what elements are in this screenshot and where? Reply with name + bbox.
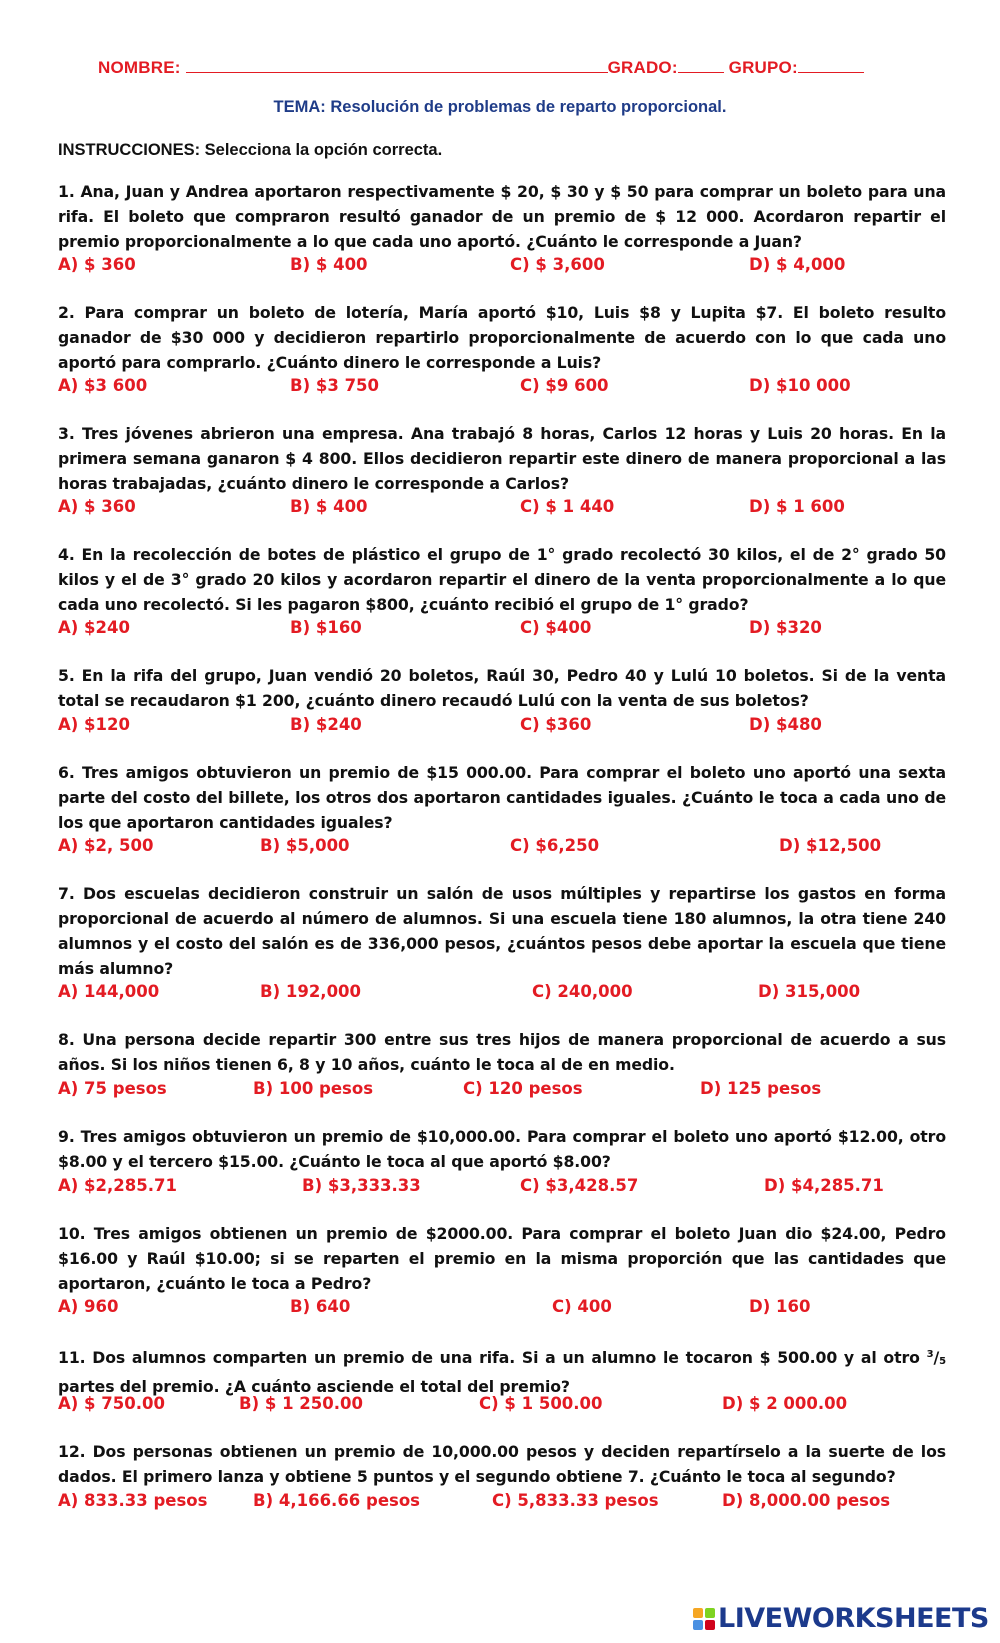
options-5 [58, 712, 958, 737]
option-a[interactable]: A) 833.33 pesos [58, 1491, 208, 1510]
question-9: 9. Tres amigos obtuvieron un premio de $10,000.00. Para comprar el boleto uno aportó $12.00, otro $8.00 y el tercero $15.00. ¿Cuánto le toca al que aportó $8.00? [58, 1127, 946, 1171]
grupo-label: GRUPO: [728, 58, 798, 77]
nombre-label: NOMBRE: [98, 58, 181, 77]
option-b[interactable]: B) $3 750 [290, 376, 380, 395]
options-2 [58, 373, 958, 398]
options-8 [58, 1076, 958, 1101]
option-a[interactable]: A) 144,000 [58, 982, 160, 1001]
option-c[interactable]: C) $3,428.57 [520, 1176, 639, 1195]
option-a[interactable]: A) $ 360 [58, 497, 136, 516]
question-10: 10. Tres amigos obtienen un premio de $2000.00. Para comprar el boleto Juan dio $24.00, Pedro $16.00 y Raúl $10.00; si se reparten el premio en la misma proporción que las cantidades que aportaron, ¿cuánto le toca a Pedro? [58, 1224, 946, 1293]
fraction-three-fifths: $^3/_5$ [926, 1348, 946, 1367]
options-1 [58, 252, 958, 277]
options-11 [58, 1391, 958, 1416]
question-11-text-continued: partes del premio. ¿A cuánto asciende el total del premio? [58, 1377, 570, 1396]
option-a[interactable]: A) $2, 500 [58, 836, 154, 855]
liveworksheets-brand: LIVEWORKSHEETS [718, 1603, 989, 1634]
option-c[interactable]: C) 240,000 [532, 982, 633, 1001]
question-5: 5. En la rifa del grupo, Juan vendió 20 boletos, Raúl 30, Pedro 40 y Lulú 10 boletos. Si de la venta total se recaudaron $1 200, ¿cuánto dinero recaudó Lulú con la venta de sus boletos? [58, 666, 946, 710]
option-a[interactable]: A) 75 pesos [58, 1079, 167, 1098]
option-d[interactable]: D) $ 2 000.00 [722, 1394, 848, 1413]
liveworksheets-logo-icon [693, 1608, 715, 1630]
option-d[interactable]: D) 160 [749, 1297, 811, 1316]
option-d[interactable]: D) 125 pesos [700, 1079, 822, 1098]
grupo-blank[interactable] [798, 58, 864, 73]
student-info-header [98, 58, 864, 78]
option-a[interactable]: A) $ 750.00 [58, 1394, 165, 1413]
option-d[interactable]: D) 8,000.00 pesos [722, 1491, 891, 1510]
option-b[interactable]: B) $3,333.33 [302, 1176, 421, 1195]
question-11-text: 11. Dos alumnos comparten un premio de una rifa. Si a un alumno le tocaron $ 500.00 y al otro [58, 1348, 920, 1367]
question-4: 4. En la recolección de botes de plástico el grupo de 1° grado recolectó 30 kilos, el de 2° grado 50 kilos y el de 3° grado 20 kilos y acordaron repartir el dinero de la venta proporcionalmente a lo que cada uno recolectó. Si les pagaron $800, ¿cuánto recibió el grupo de 1° grado? [58, 545, 946, 614]
option-d[interactable]: D) $12,500 [779, 836, 882, 855]
option-d[interactable]: D) $4,285.71 [764, 1176, 884, 1195]
option-d[interactable]: D) $480 [749, 715, 822, 734]
question-3: 3. Tres jóvenes abrieron una empresa. Ana trabajó 8 horas, Carlos 12 horas y Luis 20 horas. En la primera semana ganaron $ 4 800. Ellos decidieron repartir este dinero de manera proporcional a las horas trabajadas, ¿cuánto dinero le corresponde a Carlos? [58, 424, 946, 493]
option-c[interactable]: C) $360 [520, 715, 592, 734]
option-a[interactable]: A) 960 [58, 1297, 119, 1316]
option-c[interactable]: C) $ 1 440 [520, 497, 615, 516]
option-a[interactable]: A) $3 600 [58, 376, 148, 395]
option-b[interactable]: B) $240 [290, 715, 362, 734]
options-4 [58, 615, 958, 640]
options-6 [58, 833, 958, 858]
option-b[interactable]: B) 640 [290, 1297, 351, 1316]
question-12: 12. Dos personas obtienen un premio de 10,000.00 pesos y deciden repartírselo a la suerte de los dados. El primero lanza y obtiene 5 puntos y el segundo obtiene 7. ¿Cuánto le toca al segundo? [58, 1442, 946, 1486]
instructions: INSTRUCCIONES: Selecciona la opción correcta. [58, 141, 443, 159]
option-d[interactable]: D) $ 1 600 [749, 497, 845, 516]
option-d[interactable]: D) $10 000 [749, 376, 851, 395]
options-7 [58, 979, 958, 1004]
option-b[interactable]: B) 100 pesos [253, 1079, 374, 1098]
option-c[interactable]: C) 120 pesos [463, 1079, 583, 1098]
option-a[interactable]: A) $ 360 [58, 255, 136, 274]
option-c[interactable]: C) $9 600 [520, 376, 609, 395]
option-c[interactable]: C) 5,833.33 pesos [492, 1491, 659, 1510]
grado-blank[interactable] [678, 58, 724, 73]
option-c[interactable]: C) $ 1 500.00 [479, 1394, 603, 1413]
options-10 [58, 1294, 958, 1319]
question-8: 8. Una persona decide repartir 300 entre sus tres hijos de manera proporcional de acuerdo a sus años. Si los niños tienen 6, 8 y 10 años, cuánto le toca al de en medio. [58, 1030, 946, 1074]
options-3 [58, 494, 958, 519]
nombre-blank[interactable] [186, 58, 608, 73]
option-a[interactable]: A) $2,285.71 [58, 1176, 177, 1195]
option-c[interactable]: C) $400 [520, 618, 592, 637]
option-b[interactable]: B) $5,000 [260, 836, 350, 855]
option-d[interactable]: D) $320 [749, 618, 822, 637]
option-b[interactable]: B) $ 1 250.00 [239, 1394, 363, 1413]
option-a[interactable]: A) $240 [58, 618, 130, 637]
option-b[interactable]: B) $ 400 [290, 497, 368, 516]
question-1: 1. Ana, Juan y Andrea aportaron respectivamente $ 20, $ 30 y $ 50 para comprar un boleto para una rifa. El boleto que compraron resultó ganador de un premio de $ 12 000. Acordaron repartir el premio proporcionalmente a lo que cada uno aportó. ¿Cuánto le corresponde a Juan? [58, 182, 946, 251]
worksheet-topic: TEMA: Resolución de problemas de reparto proporcional. [273, 98, 727, 116]
question-2: 2. Para comprar un boleto de lotería, María aportó $10, Luis $8 y Lupita $7. El boleto resulto ganador de $30 000 y decidieron repartirlo proporcionalmente de acuerdo con lo que cada uno aportó para comprarlo. ¿Cuánto dinero le corresponde a Luis? [58, 303, 946, 372]
option-b[interactable]: B) $160 [290, 618, 362, 637]
option-d[interactable]: D) $ 4,000 [749, 255, 846, 274]
option-c[interactable]: C) $6,250 [510, 836, 600, 855]
option-b[interactable]: B) $ 400 [290, 255, 368, 274]
grado-label: GRADO: [607, 58, 678, 77]
option-d[interactable]: D) 315,000 [758, 982, 861, 1001]
option-a[interactable]: A) $120 [58, 715, 130, 734]
option-b[interactable]: B) 4,166.66 pesos [253, 1491, 421, 1510]
options-9 [58, 1173, 958, 1198]
options-12 [58, 1488, 958, 1513]
question-6: 6. Tres amigos obtuvieron un premio de $15 000.00. Para comprar el boleto uno aportó una sexta parte del costo del billete, los otros dos aportaron cantidades iguales. ¿Cuánto le toca a cada uno de los que aportaron cantidades iguales? [58, 763, 946, 832]
option-c[interactable]: C) $ 3,600 [510, 255, 605, 274]
question-7: 7. Dos escuelas decidieron construir un salón de usos múltiples y repartirse los gastos en forma proporcional de acuerdo al número de alumnos. Si una escuela tiene 180 alumnos, la otra tiene 240 alumnos y el costo del salón es de 336,000 pesos, ¿cuántos pesos debe aportar la escuela que tiene más alumno? [58, 884, 946, 978]
option-b[interactable]: B) 192,000 [260, 982, 362, 1001]
liveworksheets-logo[interactable] [693, 1603, 989, 1634]
option-c[interactable]: C) 400 [552, 1297, 612, 1316]
